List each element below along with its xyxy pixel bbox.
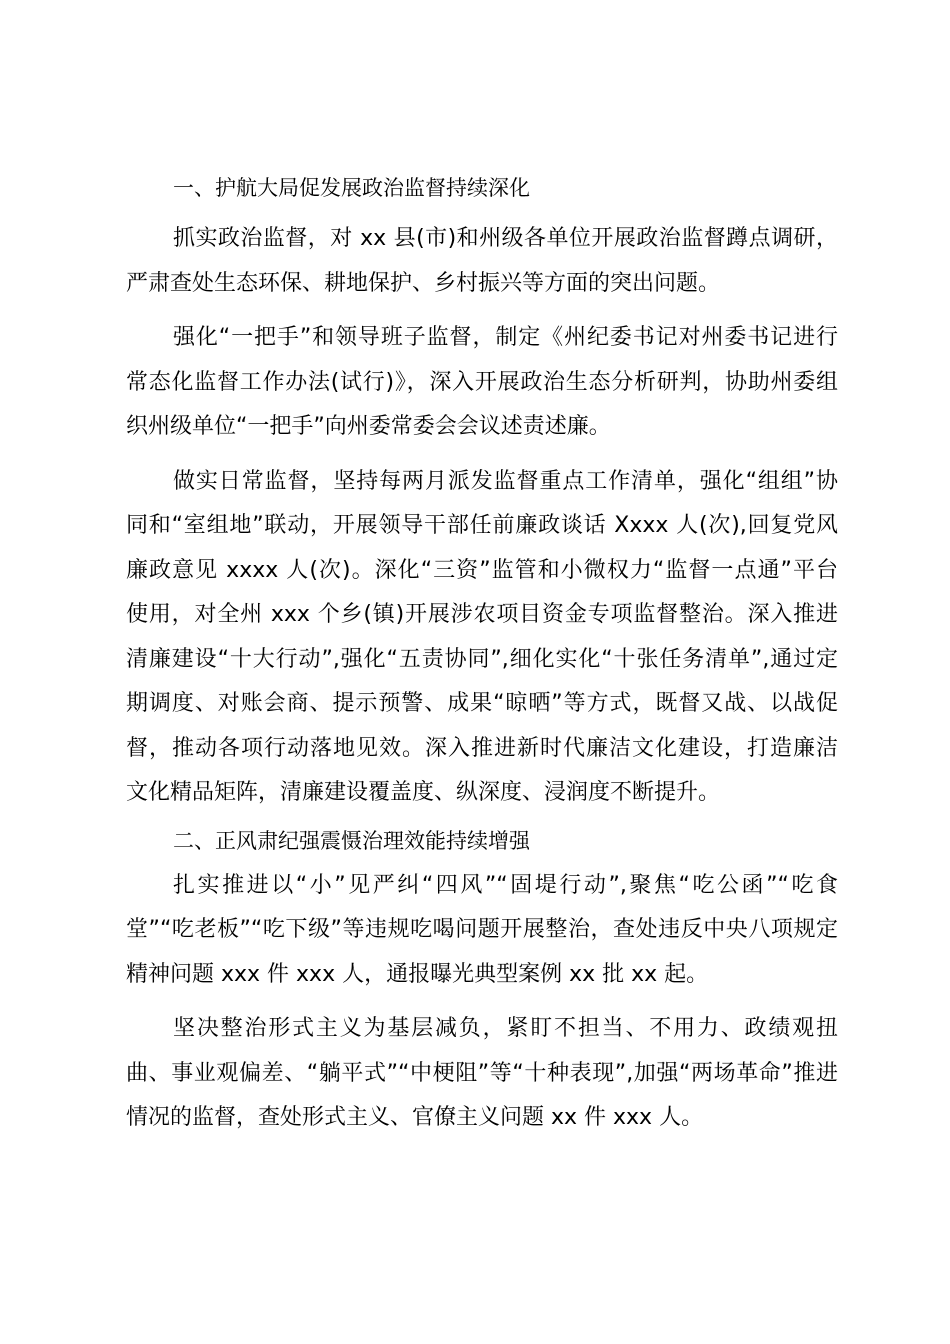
text-line: 常态化监督工作办法(试行)》，深入开展政治生态分析研判，协助州委组 bbox=[126, 369, 838, 395]
section-2-paragraph-2 bbox=[126, 1007, 838, 1141]
text-line: 做实日常监督，坚持每两月派发监督重点工作清单，强化“组组”协 bbox=[173, 468, 838, 494]
text-line: 文化精品矩阵，清廉建设覆盖度、纵深度、浸润度不断提升。 bbox=[126, 780, 721, 805]
section-1-paragraph-1 bbox=[126, 217, 838, 306]
text-line: 堂”“吃老板”“吃下级”等违规吃喝问题开展整治，查处违反中央八项规定 bbox=[126, 917, 838, 942]
section-2-paragraph-1 bbox=[126, 864, 838, 998]
section-1-heading: 一、护航大局促发展政治监督持续深化 bbox=[173, 176, 530, 200]
text-line: 曲、事业观偏差、“躺平式”“中梗阻”等“十种表现”,加强“两场革命”推进 bbox=[126, 1060, 838, 1086]
text-line: 强化“一把手”和领导班子监督，制定《州纪委书记对州委书记进行 bbox=[173, 325, 838, 350]
text-line: 廉政意见 xxxx 人(次)。深化“三资”监管和小微权力“监督一点通”平台 bbox=[126, 557, 838, 583]
text-line: 扎实推进以“小”见严纠“四风”“固堤行动”,聚焦“吃公函”“吃食 bbox=[173, 872, 838, 898]
text-line: 同和“室组地”联动，开展领导干部任前廉政谈话 Xxxx 人(次),回复党风 bbox=[126, 513, 838, 538]
section-1-paragraph-3 bbox=[126, 460, 838, 816]
section-2-heading: 二、正风肃纪强震慑治理效能持续增强 bbox=[173, 828, 530, 853]
text-line: 织州级单位“一把手”向州委常委会会议述责述廉。 bbox=[126, 414, 611, 439]
text-line: 清廉建设“十大行动”,强化“五责协同”,细化实化“十张任务清单”,通过定 bbox=[126, 646, 838, 672]
text-line: 督，推动各项行动落地见效。深入推进新时代廉洁文化建设，打造廉洁 bbox=[126, 735, 838, 761]
text-line: 坚决整治形式主义为基层减负，紧盯不担当、不用力、政绩观扭 bbox=[173, 1016, 838, 1041]
text-line: 情况的监督，查处形式主义、官僚主义问题 xx 件 xxx 人。 bbox=[126, 1105, 704, 1130]
text-line: 使用，对全州 xxx 个乡(镇)开展涉农项目资金专项监督整治。深入推进 bbox=[126, 602, 838, 627]
section-1-paragraph-2 bbox=[126, 316, 838, 450]
text-line: 抓实政治监督，对 xx 县(市)和州级各单位开展政治监督蹲点调研， bbox=[173, 226, 838, 251]
text-line: 严肃查处生态环保、耕地保护、乡村振兴等方面的突出问题。 bbox=[126, 270, 721, 296]
document-body bbox=[126, 173, 838, 1151]
text-line: 精神问题 xxx 件 xxx 人，通报曝光典型案例 xx 批 xx 起。 bbox=[126, 961, 709, 987]
text-line: 期调度、对账会商、提示预警、成果“晾晒”等方式，既督又战、以战促 bbox=[126, 691, 838, 716]
